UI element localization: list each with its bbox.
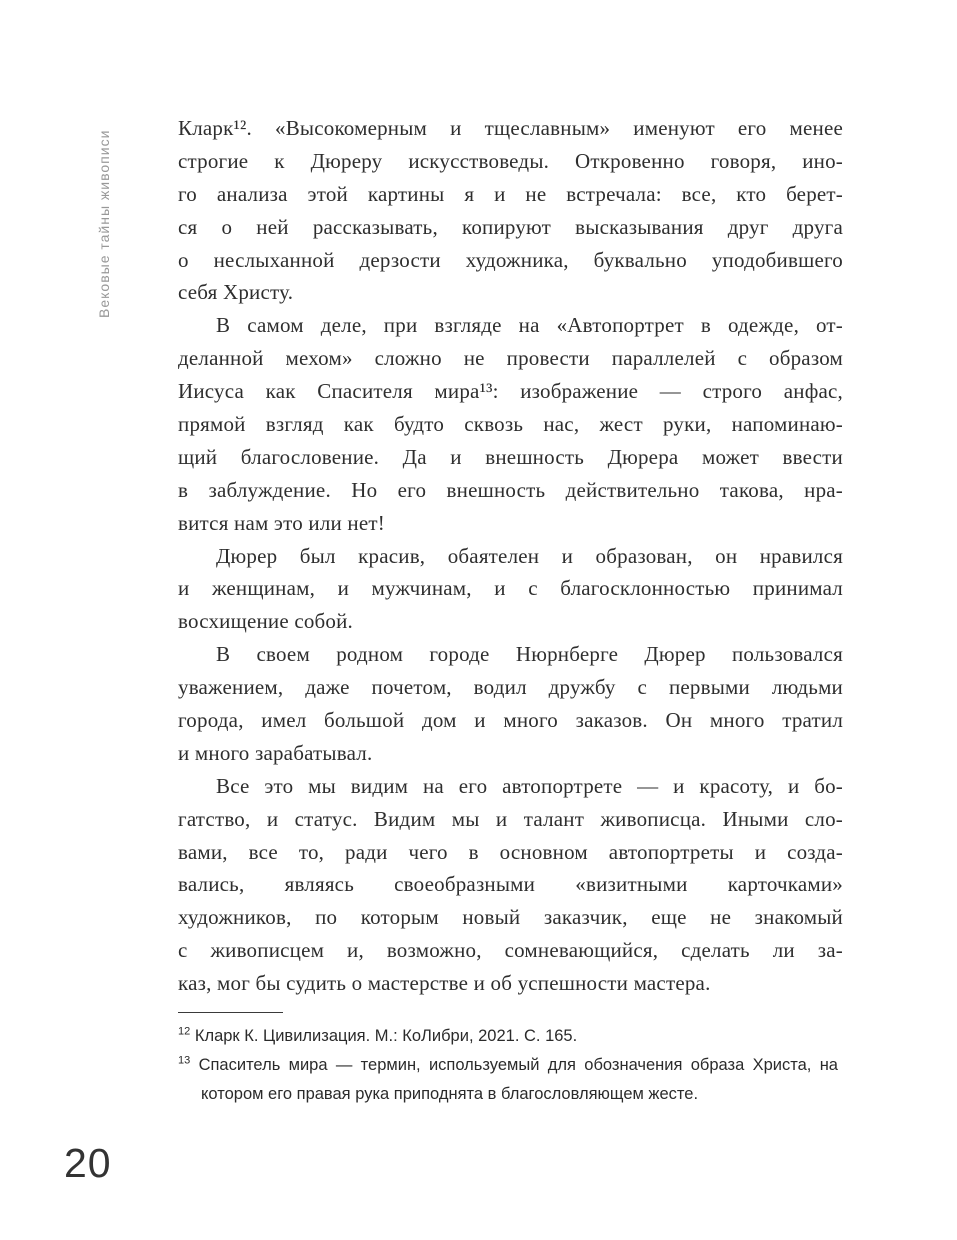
footnote [178, 1051, 838, 1109]
text-line: восхищение собой. [178, 609, 354, 634]
text-line: и женщинам, и мужчинам, и с благосклонностью принимал [178, 576, 843, 601]
text-line: деланной мехом» сложно не провести параллелей с образом [178, 346, 843, 371]
text-line: каз, мог бы судить о мастерстве и об успешности мастера. [178, 971, 711, 996]
text-line: и много зарабатывал. [178, 740, 373, 765]
footnote [178, 1022, 838, 1051]
footnote-text: Кларк К. Цивилизация. М.: КоЛибри, 2021. С. 165. [190, 1027, 578, 1045]
text-line: вались, являясь своеобразными «визитными карточками» [178, 872, 843, 897]
paragraph [178, 309, 843, 539]
footnotes-section [178, 1012, 838, 1109]
footnote-separator [178, 1012, 283, 1013]
text-line: гатство, и статус. Видим мы и талант живописца. Иными сло- [178, 806, 843, 831]
paragraph [178, 638, 843, 770]
text-line: в заблуждение. Но его внешность действительно такова, нра- [178, 477, 843, 502]
paragraph [178, 112, 843, 309]
page-number: 20 [64, 1140, 112, 1186]
text-line: города, имел большой дом и много заказов. Он много тратил [178, 708, 843, 733]
text-line: щий благословение. Да и внешность Дюрера может ввести [178, 444, 843, 469]
footnote-marker: 13 [178, 1054, 191, 1067]
footnote-marker: 12 [178, 1025, 191, 1038]
text-line: уважением, даже почетом, водил дружбу с первыми людьми [178, 675, 843, 700]
text-line: Кларк¹². «Высокомерным и тщеславным» именуют его менее [178, 116, 843, 140]
text-line: В самом деле, при взгляде на «Автопортрет в одежде, от- [216, 313, 843, 338]
text-line: вами, все то, ради чего в основном автопортреты и созда- [178, 839, 843, 864]
footnote-list [178, 1022, 838, 1109]
paragraph [178, 540, 843, 639]
text-line: себя Христу. [178, 280, 294, 305]
text-line: о неслыханной дерзости художника, буквально уподобившего [178, 247, 843, 272]
footnote-text: Спаситель мира — термин, используемый для обозначения образа Христа, на котором его правая рука приподнята в благословляющем жесте. [190, 1056, 838, 1103]
text-line: ся о ней рассказывать, копируют высказывания друг друга [178, 214, 843, 239]
text-line: В своем родном городе Нюрнберге Дюрер пользовался [216, 642, 843, 667]
text-line: Дюрер был красив, обаятелен и образован, он нравился [216, 543, 843, 568]
text-line: с живописцем и, возможно, сомневающийся, сделать ли за- [178, 938, 843, 963]
text-line: вится нам это или нет! [178, 510, 385, 535]
text-line: Иисуса как Спасителя мира¹³: изображение — строго анфас, [178, 379, 843, 404]
text-line: го анализа этой картины я и не встречала: все, кто берет- [178, 181, 843, 206]
running-sidebar [96, 113, 126, 318]
body-text [178, 112, 843, 1000]
text-line: прямой взгляд как будто сквозь нас, жест руки, напоминаю- [178, 412, 843, 437]
text-line: строгие к Дюреру искусствоведы. Откровенно говоря, ино- [178, 148, 843, 173]
text-line: Все это мы видим на его автопортрете — и красоту, и бо- [216, 773, 843, 798]
paragraph [178, 770, 843, 1000]
text-line: художников, по которым новый заказчик, еще не знакомый [178, 905, 843, 930]
running-sidebar-title: Вековые тайны живописи [96, 129, 112, 318]
